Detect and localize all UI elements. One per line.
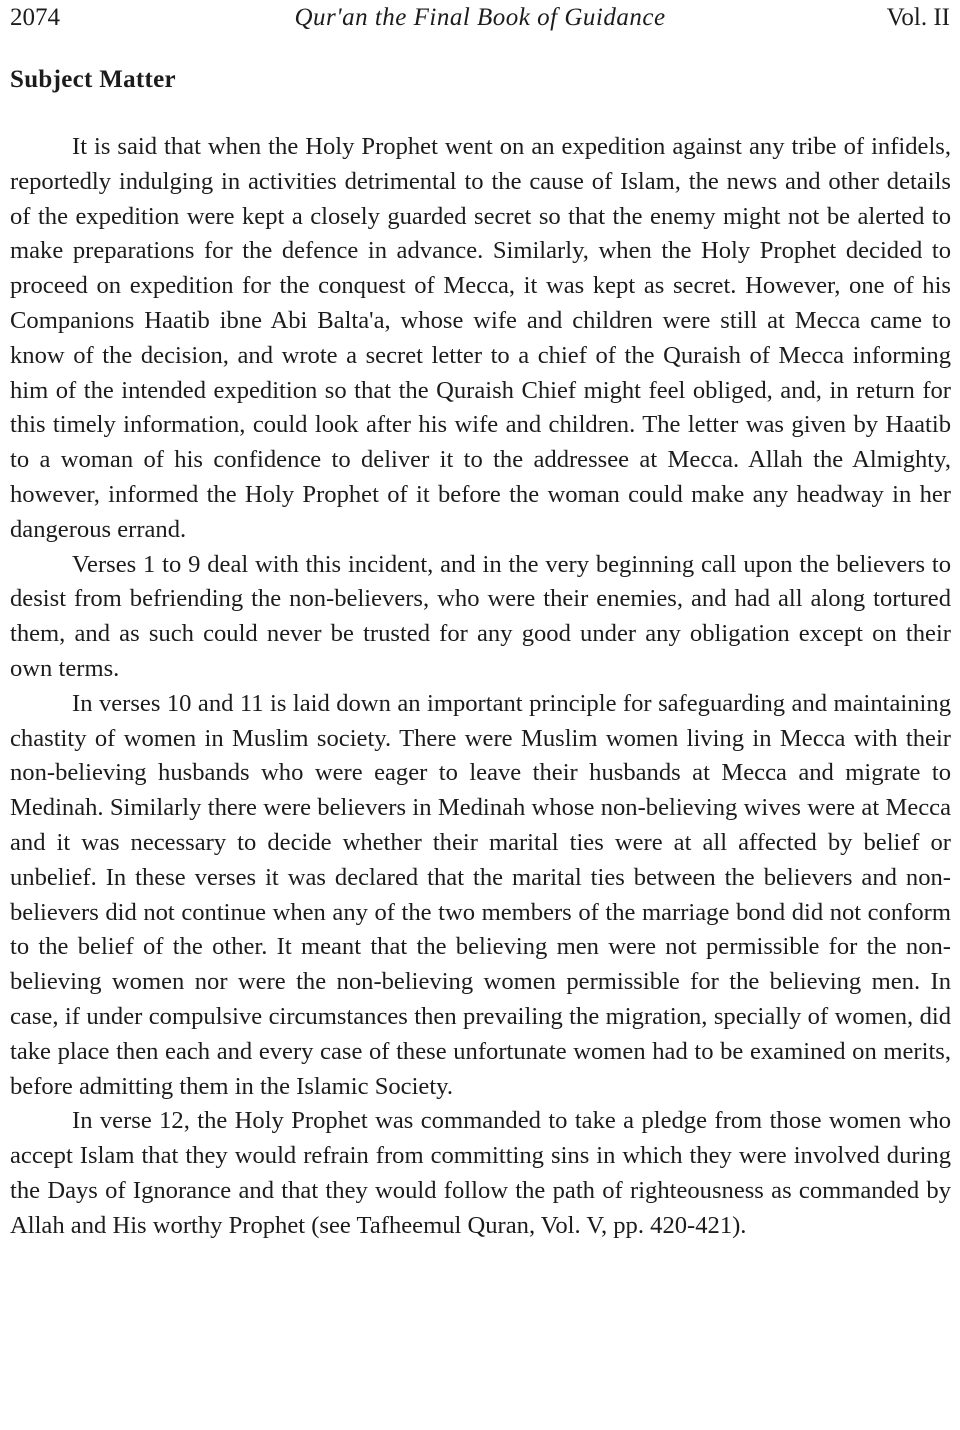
- paragraph: In verse 12, the Holy Prophet was commanded to take a pledge from those women who accept Islam that they would refrain from committing sins in which they were involved during the Days of Ignorance and that they would follow the path of righteousness as commanded by Allah and His worthy Prophet (see Tafheemul Quran, Vol. V, pp. 420-421).: [10, 1107, 951, 1239]
- paragraph: In verses 10 and 11 is laid down an important principle for safeguarding and maintaining chastity of women in Muslim society. There were Muslim women living in Mecca with their non-believing husbands who were eager to leave their husbands at Mecca and migrate to Medinah. Similarly there were believers in Medinah whose non-believing wives were at Mecca and it was necessary to decide whether their marital ties were at all affected by belief or unbelief. In these verses it was declared that the marital ties between the believers and non-believers did not continue when any of the two members of the marriage bond did not conform to the belief of the other. It meant that the believing men were not permissible for the non-believing women nor were the non-believing women permissible for the believing men. In case, if under compulsive circumstances then prevailing the migration, specially of women, did take place then each and every case of these unfortunate women had to be examined on merits, before admitting them in the Islamic Society.: [10, 689, 951, 1100]
- paragraph: It is said that when the Holy Prophet went on an expedition against any tribe of infidels, reportedly indulging in activities detrimental to the cause of Islam, the news and other details of the expedition were kept a closely guarded secret so that the enemy might not be alerted to make preparations for the defence in advance. Similarly, when the Holy Prophet decided to proceed on expedition for the conquest of Mecca, it was kept as secret. However, one of his Companions Haatib ibne Abi Balta'a, whose wife and children were still at Mecca came to know of the decision, and wrote a secret letter to a chief of the Quraish of Mecca informing him of the intended expedition so that the Quraish Chief might feel obliged, and, in return for this timely information, could look after his wife and children. The letter was given by Haatib to a woman of his confidence to deliver it to the addressee at Mecca. Allah the Almighty, however, informed the Holy Prophet of it before the woman could make any headway in her dangerous errand.: [10, 133, 951, 543]
- page-number: 2074: [10, 4, 60, 31]
- volume-label: Vol. II: [886, 4, 950, 31]
- section-heading: Subject Matter: [10, 66, 176, 93]
- book-title: Qur'an the Final Book of Guidance: [294, 4, 666, 31]
- body-text: [10, 130, 951, 1244]
- running-header: [10, 2, 950, 34]
- paragraph: Verses 1 to 9 deal with this incident, and in the very beginning call upon the believers to desist from befriending the non-believers, who were their enemies, and had all along tortured them, and as such could never be trusted for any good under any obligation except on their own terms.: [10, 550, 951, 682]
